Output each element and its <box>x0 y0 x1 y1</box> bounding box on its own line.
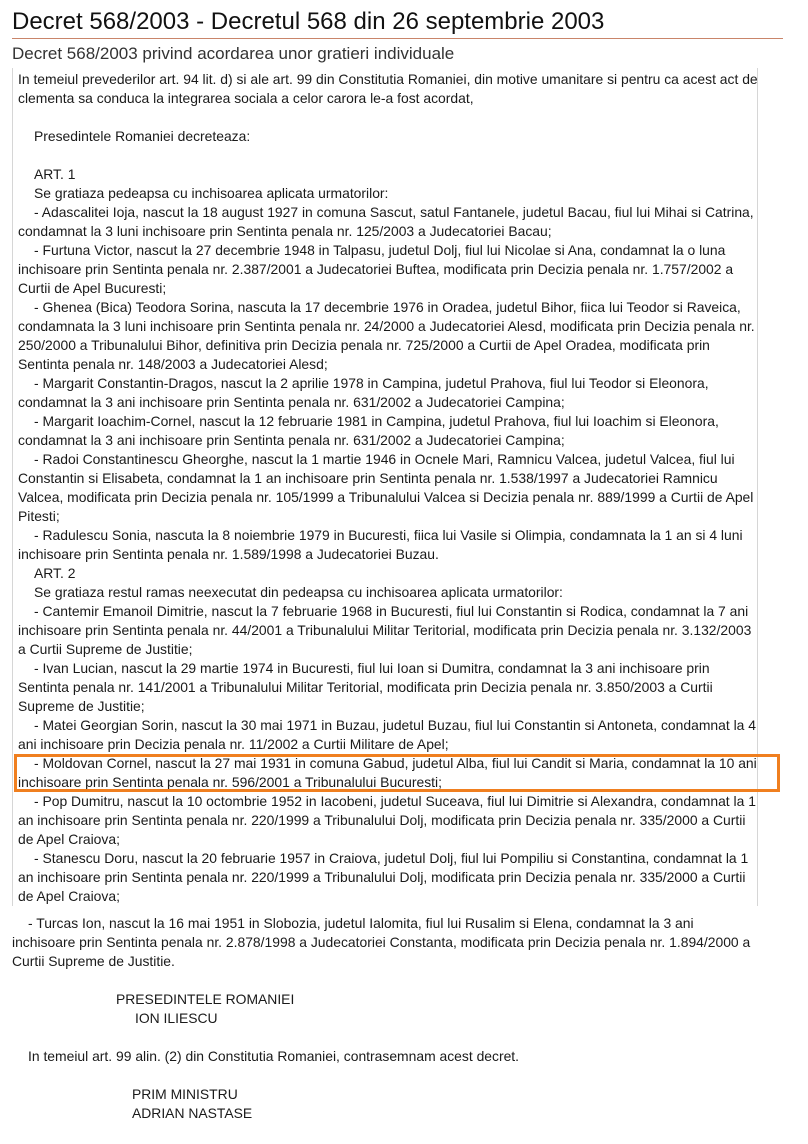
title-rule <box>12 38 783 39</box>
page-title: Decret 568/2003 - Decretul 568 din 26 septembrie 2003 <box>12 8 605 35</box>
page-subtitle: Decret 568/2003 privind acordarea unor gratieri individuale <box>12 44 455 63</box>
list-item: - Margarit Constantin-Dragos, nascut la 2 aprilie 1978 in Campina, judetul Prahova, fiul lui Teodor si Eleonora, condamnat la 3 ani inchisoare prin Sentinta penala nr. 631/2002 a Judecatoriei Campina; <box>18 375 709 410</box>
list-item: - Cantemir Emanoil Dimitrie, nascut la 7 februarie 1968 in Bucuresti, fiul lui Constantin si Rodica, condamnat la 7 ani inchisoare prin Sentinta penala nr. 44/2001 a Tribunalului Militar Teritorial, modificata prin Decizia penala nr. 3.132/2003 a Curtii Supreme de Justitie; <box>18 603 752 657</box>
list-item: - Radulescu Sonia, nascuta la 8 noiembrie 1979 in Bucuresti, fiica lui Vasile si Olimpia, condamnata la 1 an si 4 luni inchisoare prin Sentinta penala nr. 1.589/1998 a Judecatoriei Buzau. <box>18 527 743 562</box>
art1-heading: ART. 1 <box>34 166 76 182</box>
decree-line: Presedintele Romaniei decreteaza: <box>34 128 251 144</box>
president-role: PRESEDINTELE ROMANIEI <box>116 991 295 1007</box>
highlight-box <box>14 754 780 792</box>
art2-heading: ART. 2 <box>34 565 76 581</box>
list-item: - Furtuna Victor, nascut la 27 decembrie 1948 in Talpasu, judetul Dolj, fiul lui Nicolae si Ana, condamnat la o luna inchisoare prin Sentinta penala nr. 2.387/2001 a Judecatoriei Buftea, modificata prin Decizia penala nr. 1.757/2002 a Curtii de Apel Bucuresti; <box>18 242 734 296</box>
outer-item <box>12 914 757 971</box>
list-item: - Matei Georgian Sorin, nascut la 30 mai 1971 in Buzau, judetul Buzau, fiul lui Constantin si Antoneta, condamnat la 4 ani inchisoare prin Decizia penala nr. 11/2002 a Curtii Militare de Apel; <box>18 717 756 752</box>
list-item: - Adascalitei Ioja, nascut la 18 august 1927 in comuna Sascut, satul Fantanele, judetul Bacau, fiul lui Mihai si Catrina, condamnat la 3 luni inchisoare prin Sentinta penala nr. 125/2003 a Judecatoriei Bacau; <box>18 204 754 239</box>
list-item: - Turcas Ion, nascut la 16 mai 1951 in Slobozia, judetul Ialomita, fiul lui Rusalim si Elena, condamnat la 3 ani inchisoare prin Sentinta penala nr. 2.878/1998 a Judecatoriei Constanta, modificata prin Decizia penala nr. 1.894/2000 a Curtii Supreme de Justitie. <box>12 915 751 969</box>
pm-name: ADRIAN NASTASE <box>132 1105 253 1121</box>
list-item: - Ivan Lucian, nascut la 29 martie 1974 in Bucuresti, fiul lui Ioan si Dumitra, condamnat la 3 ani inchisoare prin Sentinta penala nr. 141/2001 a Tribunalului Militar Teritorial, modificata prin Decizia penala nr. 3.850/2003 a Curtii Supreme de Justitie; <box>18 660 713 714</box>
list-item: - Radoi Constantinescu Gheorghe, nascut la 1 martie 1946 in Ocnele Mari, Ramnicu Valcea, judetul Valcea, fiul lui Constantin si Elisabeta, condamnat la 1 an inchisoare prin Sentinta penala nr. 1.538/1997 a Judecatoriei Ramnicu Valcea, modificata prin Decizia penala nr. 105/1999 a Tribunalului Valcea si Decizia penala nr. 889/1999 a Curtii de Apel Pitesti; <box>18 451 754 524</box>
art1-lead: Se gratiaza pedeapsa cu inchisoarea aplicata urmatorilor: <box>34 185 389 201</box>
countersign-line: In temeiul art. 99 alin. (2) din Constitutia Romaniei, contrasemnam acest decret. <box>28 1048 520 1064</box>
list-item: - Ghenea (Bica) Teodora Sorina, nascuta la 17 decembrie 1976 in Oradea, judetul Bihor, fiica lui Teodor si Raveica, condamnata la 3 luni inchisoare prin Sentinta penala nr. 24/2000 a Judecatoriei Alesd, modificata prin Decizia penala nr. 250/2000 a Tribunalului Bihor, definitiva prin Decizia penala nr. 725/2000 a Curtii de Apel Oradea, modificata prin Sentinta penala nr. 148/2003 a Judecatoriei Alesd; <box>18 299 755 372</box>
list-item: - Margarit Ioachim-Cornel, nascut la 12 februarie 1981 in Campina, judetul Prahova, fiul lui Ioachim si Eleonora, condamnat la 3 ani inchisoare prin Sentinta penala nr. 631/2002 a Judecatoriei Campina; <box>18 413 719 448</box>
pm-role: PRIM MINISTRU <box>132 1086 238 1102</box>
list-item-highlighted: - Moldovan Cornel, nascut la 27 mai 1931 in comuna Gabud, judetul Alba, fiul lui Candit si Maria, condamnat la 10 ani inchisoare prin Sentinta penala nr. 596/2001 a Tribunalului Bucuresti; <box>18 755 757 790</box>
president-name: ION ILIESCU <box>135 1010 218 1026</box>
intro-paragraph: In temeiul prevederilor art. 94 lit. d) si ale art. 99 din Constitutia Romaniei, din motive umanitare si pentru ca acest act de clementa sa conduca la integrarea sociala a celor carora le-a fost acordat, <box>18 71 758 106</box>
art2-lead: Se gratiaza restul ramas neexecutat din pedeapsa cu inchisoarea aplicata urmatorilor: <box>34 584 563 600</box>
list-item: - Pop Dumitru, nascut la 10 octombrie 1952 in Iacobeni, judetul Suceava, fiul lui Dimitrie si Alexandra, condamnat la 1 an inchisoare prin Sentinta penala nr. 220/1999 a Tribunalului Dolj, modificata prin Decizia penala nr. 335/2000 a Curtii de Apel Craiova; <box>18 793 756 847</box>
list-item: - Stanescu Doru, nascut la 20 februarie 1957 in Craiova, judetul Dolj, fiul lui Pompiliu si Constantina, condamnat la 1 an inchisoare prin Sentinta penala nr. 220/1999 a Tribunalului Dolj, modificata prin Decizia penala nr. 335/2000 a Curtii de Apel Craiova; <box>18 850 749 904</box>
